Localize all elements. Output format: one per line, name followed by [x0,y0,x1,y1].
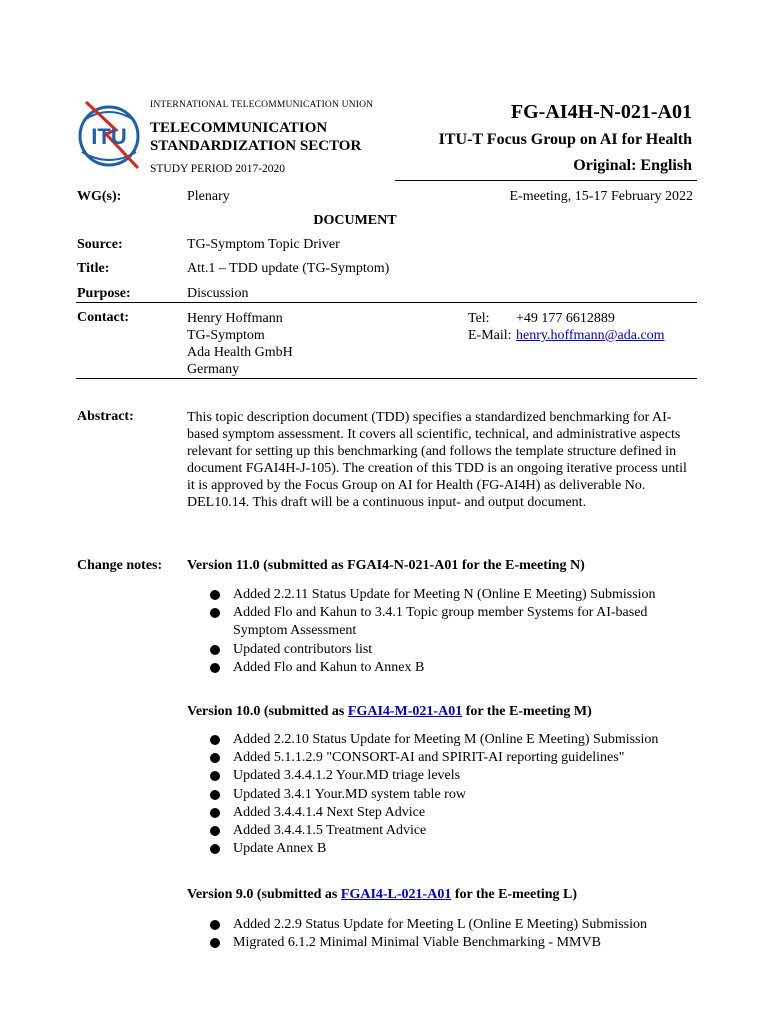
contact-details [187,310,293,378]
header-divider [395,180,697,181]
version-9-link[interactable]: FGAI4-L-021-A01 [340,887,452,902]
meeting-info: E-meeting, 15-17 February 2022 [509,189,693,204]
source-value: TG-Symptom Topic Driver [187,237,340,252]
sector-line-2: STANDARDIZATION SECTOR [150,138,362,154]
sector-name [150,119,361,155]
abstract-label: Abstract: [77,409,134,424]
version-11-title: Version 11.0 (submitted as FGAI4-N-021-A01 for the E-meeting N) [187,558,585,573]
version-10-title-post: for the E-meeting M) [462,704,592,719]
contact-info [468,310,665,344]
purpose-label: Purpose: [77,286,131,301]
wg-label: WG(s): [77,189,122,204]
union-name: INTERNATIONAL TELECOMMUNICATION UNION [150,100,374,110]
version-10-title [187,704,592,720]
contact-name: Henry Hoffmann [187,311,283,326]
focus-group-name: ITU-T Focus Group on AI for Health [438,131,692,148]
source-label: Source: [77,237,123,252]
contact-org: Ada Health GmbH [187,345,293,360]
contact-divider-top [76,302,697,303]
version-9-list [209,916,699,952]
email-label: E-Mail: [468,328,512,343]
list-item: Migrated 6.1.2 Minimal Minimal Viable Benchmarking - MMVB [209,934,699,952]
list-item: Added 5.1.1.2.9 "CONSORT-AI and SPIRIT-AI reporting guidelines" [209,749,699,767]
version-9-title [187,887,577,903]
list-item: Added 2.2.9 Status Update for Meeting L (Online E Meeting) Submission [209,916,699,934]
list-item: Updated 3.4.4.1.2 Your.MD triage levels [209,767,699,785]
contact-group: TG-Symptom [187,328,265,343]
document-heading: DOCUMENT [313,213,397,228]
contact-label: Contact: [77,310,130,325]
document-id: FG-AI4H-N-021-A01 [510,101,692,123]
svg-text:ITU: ITU [91,124,127,149]
sector-line-1: TELECOMMUNICATION [150,120,328,136]
version-10-link[interactable]: FGAI4-M-021-A01 [347,704,463,719]
change-notes-label: Change notes: [77,558,163,573]
abstract-text: This topic description document (TDD) specifies a standardized benchmarking for AI-based symptom assessment. It covers all scientific, technical, and administrative aspects relevant for setting up this benchmarking (and follows the template structure defined in document FGAI4H-J-105). The creation of this TDD is an ongoing iterative process until it is approved by the Focus Group on AI for Health (FG-AI4H) as deliverable No. DEL10.14. This draft will be a continuous input- and output document. [187,410,687,510]
list-item: Added 3.4.4.1.5 Treatment Advice [209,822,699,840]
version-10-list [209,731,699,858]
list-item: Added Flo and Kahun to 3.4.1 Topic group member Systems for AI-based Symptom Assessment [209,604,699,640]
tel-label: Tel: [468,311,490,326]
title-label: Title: [77,261,110,276]
version-9-title-post: for the E-meeting L) [451,887,578,902]
list-item: Added Flo and Kahun to Annex B [209,659,699,677]
list-item: Updated 3.4.1 Your.MD system table row [209,786,699,804]
email-link[interactable]: henry.hoffmann@ada.com [516,328,665,343]
list-item: Added 2.2.10 Status Update for Meeting M (Online E Meeting) Submission [209,731,699,749]
contact-divider-bottom [76,378,697,379]
version-9-title-pre: Version 9.0 (submitted as [187,887,341,902]
itu-logo-icon [76,98,146,172]
original-language: Original: English [573,157,692,174]
list-item: Update Annex B [209,840,699,858]
wg-value: Plenary [187,189,230,204]
version-11-list [209,586,699,677]
list-item: Added 2.2.11 Status Update for Meeting N (Online E Meeting) Submission [209,586,699,604]
tel-value: +49 177 6612889 [516,311,615,326]
study-period: STUDY PERIOD 2017-2020 [150,163,286,175]
list-item: Added 3.4.4.1.4 Next Step Advice [209,804,699,822]
version-10-title-pre: Version 10.0 (submitted as [187,704,348,719]
purpose-value: Discussion [187,286,249,301]
title-value: Att.1 – TDD update (TG-Symptom) [187,261,390,276]
list-item: Updated contributors list [209,641,699,659]
contact-country: Germany [187,362,240,377]
